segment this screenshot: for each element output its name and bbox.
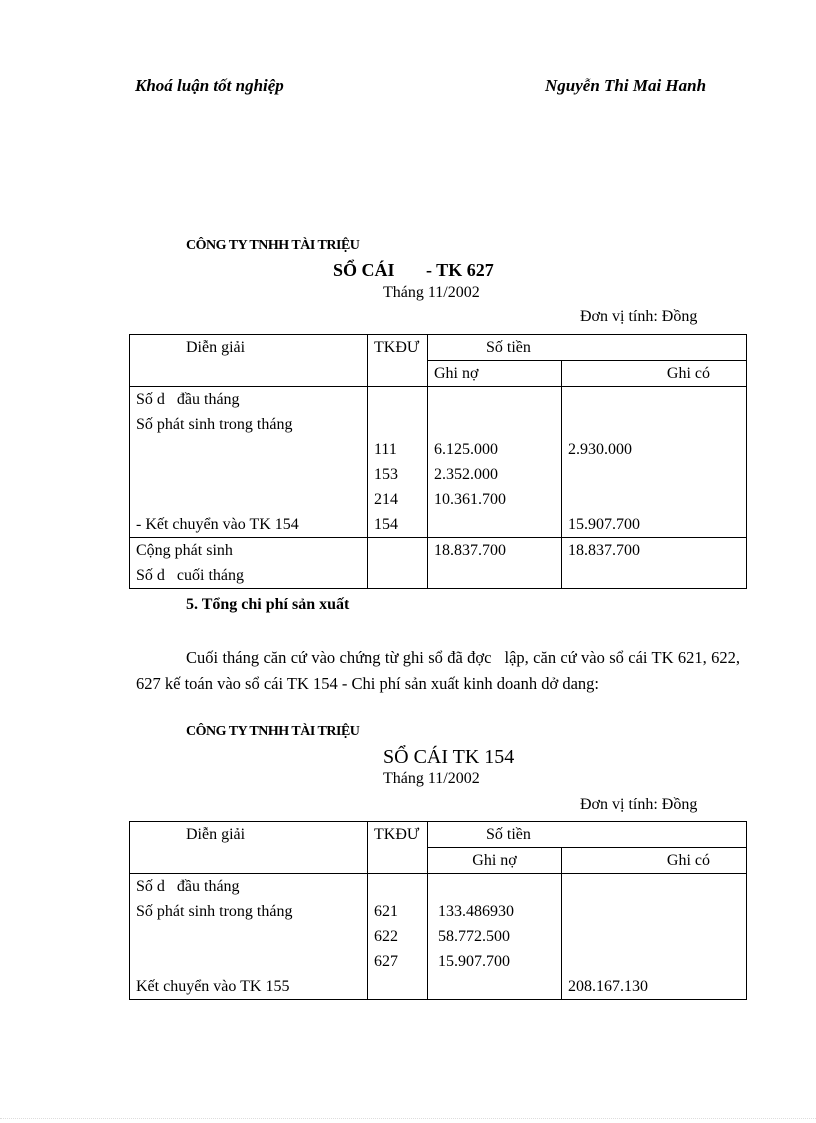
ledger2-unit: Đơn vị tính: Đồng bbox=[580, 796, 698, 813]
table-header-row bbox=[130, 822, 747, 848]
header-debit: Ghi nợ bbox=[428, 848, 562, 874]
table-row bbox=[130, 437, 747, 462]
header-tk: TKĐƯ bbox=[368, 822, 428, 848]
row-desc: Số phát sinh trong tháng bbox=[130, 412, 368, 437]
row-desc bbox=[130, 437, 368, 462]
ledger2-month: Tháng 11/2002 bbox=[383, 770, 480, 787]
row-tk bbox=[368, 412, 428, 437]
header-left: Khoá luận tốt nghiệp bbox=[135, 76, 284, 95]
row-debit: 15.907.700 bbox=[428, 949, 562, 974]
row-debit bbox=[428, 974, 562, 1000]
row-tk bbox=[368, 974, 428, 1000]
page-bottom-rule bbox=[0, 1118, 816, 1119]
row-tk: 214 bbox=[368, 487, 428, 512]
header-debit: Ghi nợ bbox=[428, 361, 562, 387]
row-credit bbox=[562, 924, 747, 949]
row-tk bbox=[368, 387, 428, 413]
table-row bbox=[130, 874, 747, 900]
table-row bbox=[130, 462, 747, 487]
row-credit: 2.930.000 bbox=[562, 437, 747, 462]
table-row bbox=[130, 974, 747, 1000]
row-tk: 111 bbox=[368, 437, 428, 462]
row-credit bbox=[562, 563, 747, 589]
row-credit bbox=[562, 412, 747, 437]
row-debit: 6.125.000 bbox=[428, 437, 562, 462]
row-debit bbox=[428, 874, 562, 900]
row-debit bbox=[428, 563, 562, 589]
ledger2-table bbox=[129, 821, 747, 1000]
section-heading: 5. Tổng chi phí sản xuất bbox=[186, 596, 350, 613]
row-desc bbox=[130, 924, 368, 949]
row-tk: 621 bbox=[368, 899, 428, 924]
header-tk: TKĐƯ bbox=[368, 335, 428, 361]
row-credit bbox=[562, 487, 747, 512]
header-amount: Số tiền bbox=[428, 335, 747, 361]
header-credit: Ghi có bbox=[562, 361, 747, 387]
row-credit: 15.907.700 bbox=[562, 512, 747, 538]
table-header-row bbox=[130, 848, 747, 874]
ledger1-unit: Đơn vị tính: Đồng bbox=[580, 308, 698, 325]
table-row bbox=[130, 899, 747, 924]
row-debit bbox=[428, 387, 562, 413]
row-debit: 10.361.700 bbox=[428, 487, 562, 512]
header-right: Nguyễn Thi Mai Hanh bbox=[545, 76, 707, 95]
row-desc: - Kết chuyển vào TK 154 bbox=[130, 512, 368, 538]
row-debit: 133.486930 bbox=[428, 899, 562, 924]
table-row bbox=[130, 487, 747, 512]
row-credit bbox=[562, 387, 747, 413]
ledger1-title: SỔ CÁI - TK 627 bbox=[333, 260, 494, 280]
row-desc: Số d đầu tháng bbox=[130, 387, 368, 413]
ledger1-table bbox=[129, 334, 747, 589]
row-tk: 627 bbox=[368, 949, 428, 974]
row-tk: 153 bbox=[368, 462, 428, 487]
row-credit bbox=[562, 899, 747, 924]
row-desc: Số d cuối tháng bbox=[130, 563, 368, 589]
row-desc: Cộng phát sinh bbox=[130, 538, 368, 564]
row-tk bbox=[368, 563, 428, 589]
row-desc: Kết chuyển vào TK 155 bbox=[130, 974, 368, 1000]
row-tk bbox=[368, 538, 428, 564]
row-desc bbox=[130, 949, 368, 974]
row-tk: 622 bbox=[368, 924, 428, 949]
row-credit bbox=[562, 874, 747, 900]
row-credit: 18.837.700 bbox=[562, 538, 747, 564]
ledger2-title: SỔ CÁI TK 154 bbox=[383, 746, 515, 768]
row-debit: 2.352.000 bbox=[428, 462, 562, 487]
company-name-1: CÔNG TY TNHH TÀI TRIỆU bbox=[186, 238, 360, 253]
row-debit: 18.837.700 bbox=[428, 538, 562, 564]
row-tk bbox=[368, 874, 428, 900]
row-desc bbox=[130, 462, 368, 487]
table-row bbox=[130, 949, 747, 974]
row-credit bbox=[562, 949, 747, 974]
row-credit bbox=[562, 462, 747, 487]
table-row bbox=[130, 512, 747, 538]
row-desc bbox=[130, 487, 368, 512]
row-credit: 208.167.130 bbox=[562, 974, 747, 1000]
header-amount: Số tiền bbox=[428, 822, 747, 848]
table-header-row bbox=[130, 361, 747, 387]
row-debit bbox=[428, 512, 562, 538]
section-paragraph: Cuối tháng căn cứ vào chứng từ ghi sổ đã đợc lập, căn cứ vào sổ cái TK 621, 622, 627 kế toán vào sổ cái TK 154 - Chi phí sản xuất kinh doanh dở dang: bbox=[136, 648, 745, 693]
row-debit: 58.772.500 bbox=[428, 924, 562, 949]
header-desc: Diễn giải bbox=[130, 822, 368, 848]
table-header-row bbox=[130, 335, 747, 361]
ledger1-month: Tháng 11/2002 bbox=[383, 284, 480, 301]
company-name-2: CÔNG TY TNHH TÀI TRIỆU bbox=[186, 724, 360, 739]
header-desc: Diễn giải bbox=[130, 335, 368, 361]
header-credit: Ghi có bbox=[562, 848, 747, 874]
row-tk: 154 bbox=[368, 512, 428, 538]
row-desc: Số d đầu tháng bbox=[130, 874, 368, 900]
table-row bbox=[130, 412, 747, 437]
totals-row bbox=[130, 538, 747, 564]
table-row bbox=[130, 387, 747, 413]
row-debit bbox=[428, 412, 562, 437]
row-desc: Số phát sinh trong tháng bbox=[130, 899, 368, 924]
table-row bbox=[130, 924, 747, 949]
totals-row bbox=[130, 563, 747, 589]
